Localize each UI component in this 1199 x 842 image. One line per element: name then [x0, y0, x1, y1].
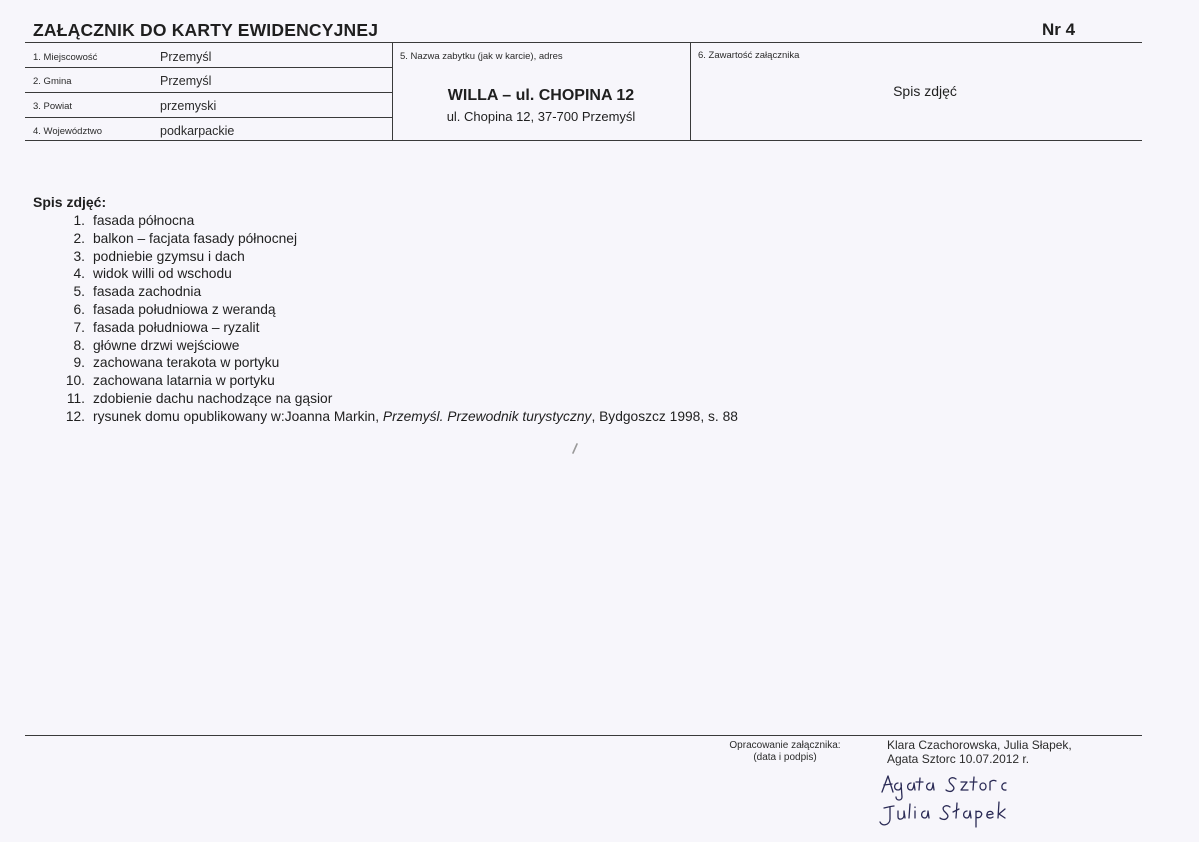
- footer-divider: [25, 735, 1142, 736]
- list-item-text: zachowana terakota w portyku: [93, 355, 280, 371]
- list-item: [51, 372, 738, 390]
- list-item-text: fasada południowa – ryzalit: [93, 319, 260, 335]
- authors-line1: Klara Czachorowska, Julia Słapek,: [887, 738, 1072, 752]
- prepared-by-authors: [887, 738, 1072, 766]
- list-item-text: fasada południowa z werandą: [93, 301, 276, 317]
- photo-list: [51, 212, 738, 426]
- list-item-text: fasada zachodnia: [93, 284, 202, 300]
- field-label-wojewodztwo: 4. Województwo: [33, 126, 102, 137]
- list-item-text: widok willi od wschodu: [93, 266, 232, 282]
- photo-list-heading: Spis zdjęć:: [33, 194, 107, 210]
- attachment-number: Nr 4: [1042, 20, 1076, 39]
- list-item-text-after: , Bydgoszcz 1998, s. 88: [591, 408, 738, 424]
- list-item-number: 3.: [73, 248, 85, 264]
- field-label-gmina: 2. Gmina: [33, 76, 72, 87]
- authors-line2: Agata Sztorc 10.07.2012 r.: [887, 752, 1030, 766]
- contents-value: Spis zdjęć: [893, 83, 957, 99]
- contents-label: 6. Zawartość załącznika: [698, 50, 800, 61]
- list-item: [51, 248, 738, 266]
- prepared-by-label-line2: (data i podpis): [753, 752, 817, 763]
- row-divider: [25, 117, 392, 118]
- prepared-by-label-line1: Opracowanie załącznika:: [729, 740, 841, 751]
- list-item-text: balkon – facjata fasady północnej: [93, 230, 298, 246]
- list-item-number: 4.: [73, 266, 85, 282]
- list-item: [51, 354, 738, 372]
- list-item: [51, 230, 738, 248]
- list-item-text: główne drzwi wejściowe: [93, 337, 240, 353]
- list-item-book-title: Przemyśl. Przewodnik turystyczny: [382, 408, 592, 424]
- list-item-text: podniebie gzymsu i dach: [93, 248, 245, 264]
- list-item-number: 5.: [73, 284, 85, 300]
- list-item-text: zachowana latarnia w portyku: [93, 373, 275, 389]
- list-item-number: 9.: [73, 355, 85, 371]
- list-item: [51, 408, 738, 426]
- list-item-text-before: rysunek domu opublikowany w:Joanna Markin,: [93, 408, 383, 424]
- row-divider: [25, 67, 392, 68]
- list-item: [51, 337, 738, 355]
- list-item-text: zdobienie dachu nachodzące na gąsior: [93, 390, 333, 406]
- document-title: ZAŁĄCZNIK DO KARTY EWIDENCYJNEJ: [33, 20, 379, 40]
- field-value-powiat: przemyski: [160, 99, 217, 113]
- list-item: [51, 319, 738, 337]
- field-value-wojewodztwo: podkarpackie: [160, 124, 235, 138]
- row-divider: [25, 92, 392, 93]
- list-item-number: 11.: [66, 390, 85, 406]
- list-item: [51, 390, 738, 408]
- field-label-powiat: 3. Powiat: [33, 101, 73, 112]
- list-item-number: 6.: [73, 301, 85, 317]
- table-bottom-border: [25, 140, 1142, 141]
- list-item-number: 1.: [73, 213, 85, 228]
- table-top-border: [25, 42, 1142, 43]
- field-label-miejscowosc: 1. Miejscowość: [33, 52, 98, 63]
- monument-name: WILLA – ul. CHOPINA 12: [447, 87, 635, 104]
- list-item-number: 7.: [73, 319, 85, 335]
- monument-label: 5. Nazwa zabytku (jak w karcie), adres: [400, 51, 563, 62]
- prepared-by-label: [712, 740, 858, 764]
- list-item-text: fasada północna: [93, 213, 195, 228]
- list-item-number: 8.: [73, 337, 85, 353]
- pen-mark: [570, 443, 580, 455]
- field-value-gmina: Przemyśl: [160, 74, 212, 88]
- list-item-number: 10.: [65, 373, 85, 389]
- list-item: [51, 301, 738, 319]
- list-item: [51, 265, 738, 283]
- list-item: [51, 283, 738, 301]
- handwritten-signatures: [868, 770, 1048, 836]
- field-value-miejscowosc: Przemyśl: [160, 50, 212, 64]
- list-item-number: 12.: [65, 408, 85, 424]
- list-item: [51, 212, 738, 230]
- monument-address: ul. Chopina 12, 37-700 Przemyśl: [446, 109, 636, 124]
- list-item-number: 2.: [73, 230, 85, 246]
